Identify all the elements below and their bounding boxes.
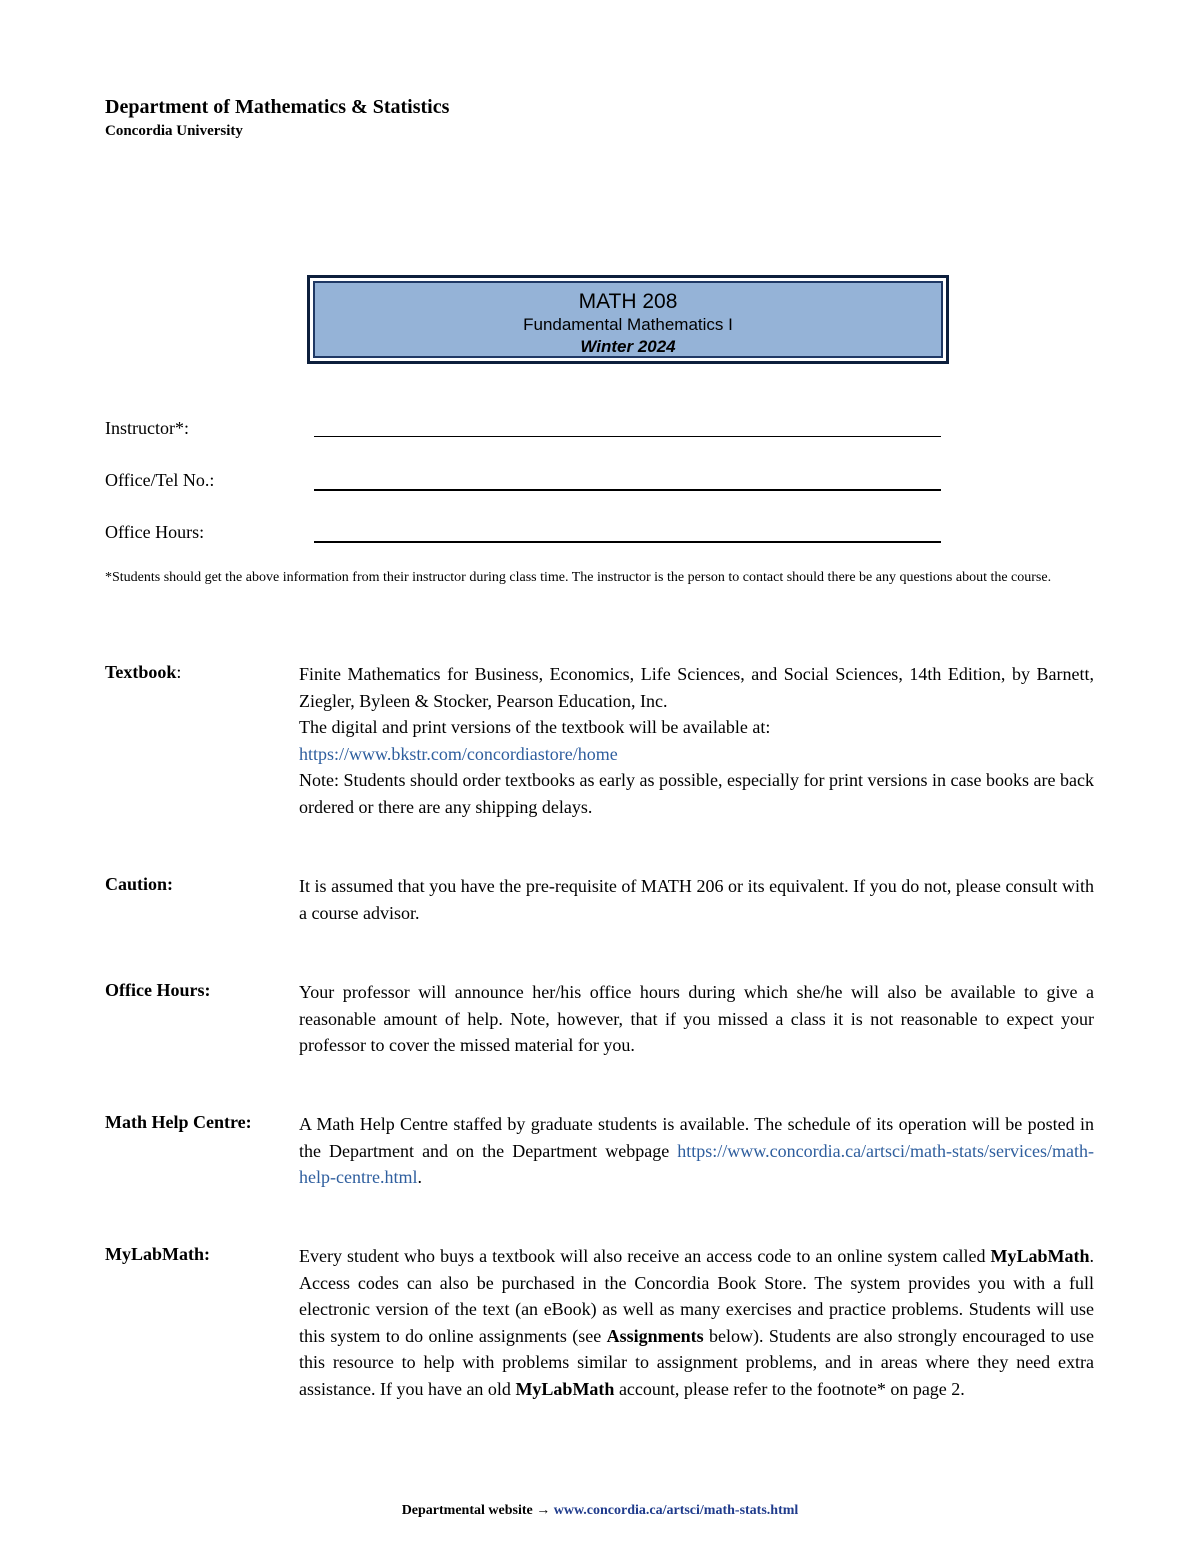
footer-website-link[interactable]: www.concordia.ca/artsci/math-stats.html bbox=[553, 1503, 799, 1518]
assignments-bold: Assignments bbox=[606, 1325, 704, 1346]
math-help-link[interactable]: https://www.concordia.ca/artsci/math-stats/services/math-help-centre.html bbox=[299, 1140, 1094, 1187]
caution-body: It is assumed that you have the pre-requisite of MATH 206 or its equivalent. If you do not, please consult with a course advisor. bbox=[299, 876, 1094, 923]
office-hours-body: Your professor will announce her/his office hours during which she/he will also be available to give a reasonable amount of help. Note, however, that if you missed a class it is not reasonable to expect your professor to cover the missed material for you. bbox=[299, 982, 1094, 1055]
office-hours-section-label: Office Hours: bbox=[105, 980, 211, 1000]
footer bbox=[0, 1503, 1200, 1519]
textbook-note: Note: Students should order textbooks as early as possible, especially for print versions in case books are back ordered or there are any shipping delays. bbox=[299, 770, 1094, 817]
textbook-body bbox=[299, 661, 1094, 820]
math-help-text: A Math Help Centre staffed by graduate students is available. The schedule of its operation will be posted in the Department and on the Department webpage bbox=[299, 1114, 1094, 1161]
textbook-citation: Finite Mathematics for Business, Economics, Life Sciences, and Social Sciences, 14th Edition, by Barnett, Ziegler, Byleen & Stocker, Pearson Education, Inc. bbox=[299, 664, 1094, 711]
university-name: Concordia University bbox=[105, 123, 243, 139]
mylabmath-label: MyLabMath: bbox=[105, 1244, 210, 1264]
course-code: MATH 208 bbox=[578, 290, 678, 313]
department-title: Department of Mathematics & Statistics bbox=[105, 96, 450, 118]
mylabmath-text-3: below). Students are also strongly encouraged to use this resource to help with problems similar to assignment problems, and in areas where they need extra assistance. If you have an old bbox=[299, 1325, 1095, 1399]
course-name: Fundamental Mathematics I bbox=[523, 315, 733, 334]
caution-label: Caution: bbox=[105, 874, 174, 894]
office-tel-label: Office/Tel No.: bbox=[105, 470, 215, 490]
mylabmath-text-1: Every student who buys a textbook will also receive an access code to an online system called bbox=[299, 1246, 986, 1266]
mylabmath-text-4: account, please refer to the footnote* on page 2. bbox=[618, 1378, 965, 1399]
course-title-inner bbox=[313, 281, 943, 358]
math-help-label: Math Help Centre: bbox=[105, 1112, 252, 1132]
footer-label: Departmental website → bbox=[401, 1503, 551, 1518]
instructor-label: Instructor*: bbox=[105, 418, 189, 438]
office-tel-blank bbox=[314, 489, 941, 491]
office-hours-blank bbox=[314, 541, 941, 543]
instructor-blank bbox=[314, 436, 941, 437]
office-hours-label: Office Hours: bbox=[105, 522, 205, 542]
course-title-box bbox=[307, 275, 949, 364]
textbook-label-text: Textbook bbox=[105, 662, 177, 682]
textbook-label bbox=[105, 662, 181, 683]
math-help-end: . bbox=[417, 1167, 422, 1187]
textbook-availability: The digital and print versions of the textbook will be available at: bbox=[299, 717, 771, 737]
math-help-body bbox=[299, 1111, 1094, 1191]
course-term: Winter 2024 bbox=[580, 337, 676, 356]
mylabmath-bold-1: MyLabMath bbox=[990, 1246, 1090, 1266]
textbook-label-colon: : bbox=[176, 662, 182, 682]
bookstore-link[interactable]: https://www.bkstr.com/concordiastore/home bbox=[299, 743, 618, 764]
mylabmath-bold-2: MyLabMath bbox=[515, 1378, 615, 1399]
mylabmath-text-2: . Access codes can also be purchased in the Concordia Book Store. The system provides you with a full electronic version of the text (an eBook) as well as many exercises and practice problems. Students will use this system to do online assignments (see bbox=[299, 1246, 1095, 1346]
info-note: *Students should get the above information from their instructor during class time. The instructor is the person to contact should there be any questions about the course. bbox=[105, 570, 1052, 585]
mylabmath-body bbox=[299, 1243, 1094, 1402]
